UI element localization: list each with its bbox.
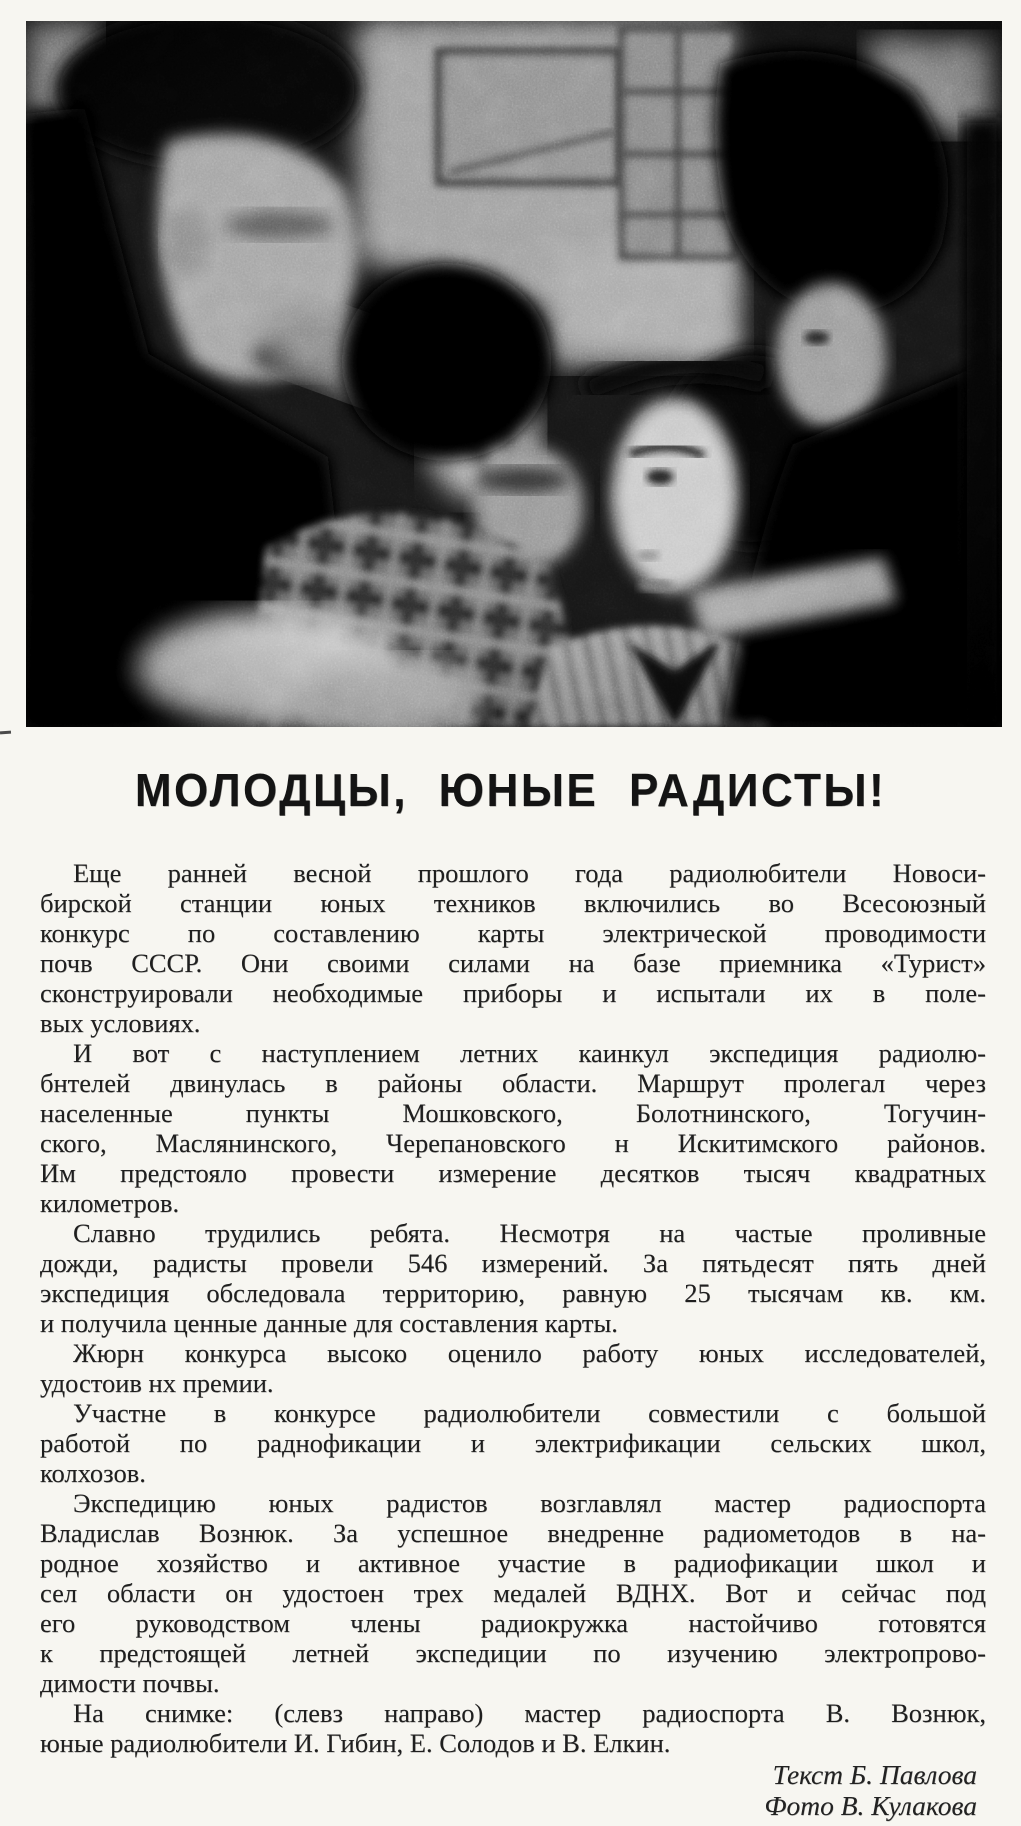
paragraph	[40, 1398, 986, 1488]
text-line: колхозов.	[40, 1458, 146, 1488]
text-line: населенные пункты Мошковского, Болотнинского, Тогучин-	[40, 1098, 986, 1128]
text-line: Экспедицию юных радистов возглавлял мастер радиоспорта	[73, 1488, 986, 1518]
paragraph	[40, 1698, 986, 1758]
text-line: к предстоящей летней экспедиции по изучению электропрово-	[40, 1638, 986, 1668]
text-line: Им предстояло провести измерение десятков тысяч квадратных	[40, 1158, 986, 1188]
text-line: почв СССР. Они своими силами на базе приемника «Турист»	[40, 948, 986, 978]
paragraph	[40, 1338, 986, 1398]
article-body	[40, 858, 986, 1758]
text-line: вых условиях.	[40, 1008, 201, 1038]
text-line: юные радиолюбители И. Гибин, Е. Солодов и В. Елкин.	[40, 1728, 671, 1758]
text-line: его руководством члены радиокружка настойчиво готовятся	[40, 1608, 986, 1638]
text-line: И вот с наступлением летних каинкул экспедиция радиолю-	[73, 1038, 986, 1068]
text-line: удостоив нх премии.	[40, 1368, 274, 1398]
text-line: километров.	[40, 1188, 180, 1218]
article-photo	[26, 21, 1002, 727]
text-line: конкурс по составлению карты электрической проводимости	[40, 918, 986, 948]
text-line: экспедиция обследовала территорию, равную 25 тысячам кв. км.	[40, 1278, 986, 1308]
text-line: Владислав Вознюк. За успешное внедренне радиометодов в на-	[40, 1518, 986, 1548]
text-line: сконструировали необходимые приборы и испытали их в поле-	[40, 978, 986, 1008]
paragraph	[40, 1218, 986, 1338]
text-line: бирской станции юных техников включились во Всесоюзный	[40, 888, 986, 918]
photo-credit: Фото В. Кулакова	[764, 1789, 977, 1821]
photo-halftone-illustration	[26, 21, 1002, 727]
text-line: Участне в конкурсе радиолюбители совместили с большой	[73, 1398, 986, 1428]
paragraph	[40, 1488, 986, 1698]
paragraph	[40, 858, 986, 1038]
text-line: сел области он удостоен трех медалей ВДНХ. Вот и сейчас под	[40, 1578, 986, 1608]
text-line: ского, Маслянинского, Черепановского н Искитимского районов.	[40, 1128, 986, 1158]
text-line: Жюрн конкурса высоко оценило работу юных исследователей,	[73, 1338, 986, 1368]
text-line: бнтелей двинулась в районы области. Маршрут пролегал через	[40, 1068, 986, 1098]
text-line: Еще ранней весной прошлого года радиолюбители Новоси-	[73, 858, 986, 888]
paragraph	[40, 1038, 986, 1218]
text-line: Славно трудились ребята. Несмотря на частые проливные	[73, 1218, 986, 1248]
text-line: и получила ценные данные для составления карты.	[40, 1308, 618, 1338]
text-line: работой по раднофикации и электрификации сельских школ,	[40, 1428, 986, 1458]
text-credit: Текст Б. Павлова	[772, 1759, 977, 1790]
credits	[764, 1760, 977, 1821]
text-line: родное хозяйство и активное участие в радиофикации школ и	[40, 1548, 986, 1578]
text-line: димости почвы.	[40, 1668, 220, 1698]
text-line: На снимке: (слевз направо) мастер радиоспорта В. Вознюк,	[73, 1698, 986, 1728]
article-headline: МОЛОДЦЫ, ЮНЫЕ РАДИСТЫ!	[134, 764, 887, 817]
text-line: дожди, радисты провели 546 измерений. За пятьдесят пять дней	[40, 1248, 986, 1278]
margin-mark	[0, 731, 11, 735]
